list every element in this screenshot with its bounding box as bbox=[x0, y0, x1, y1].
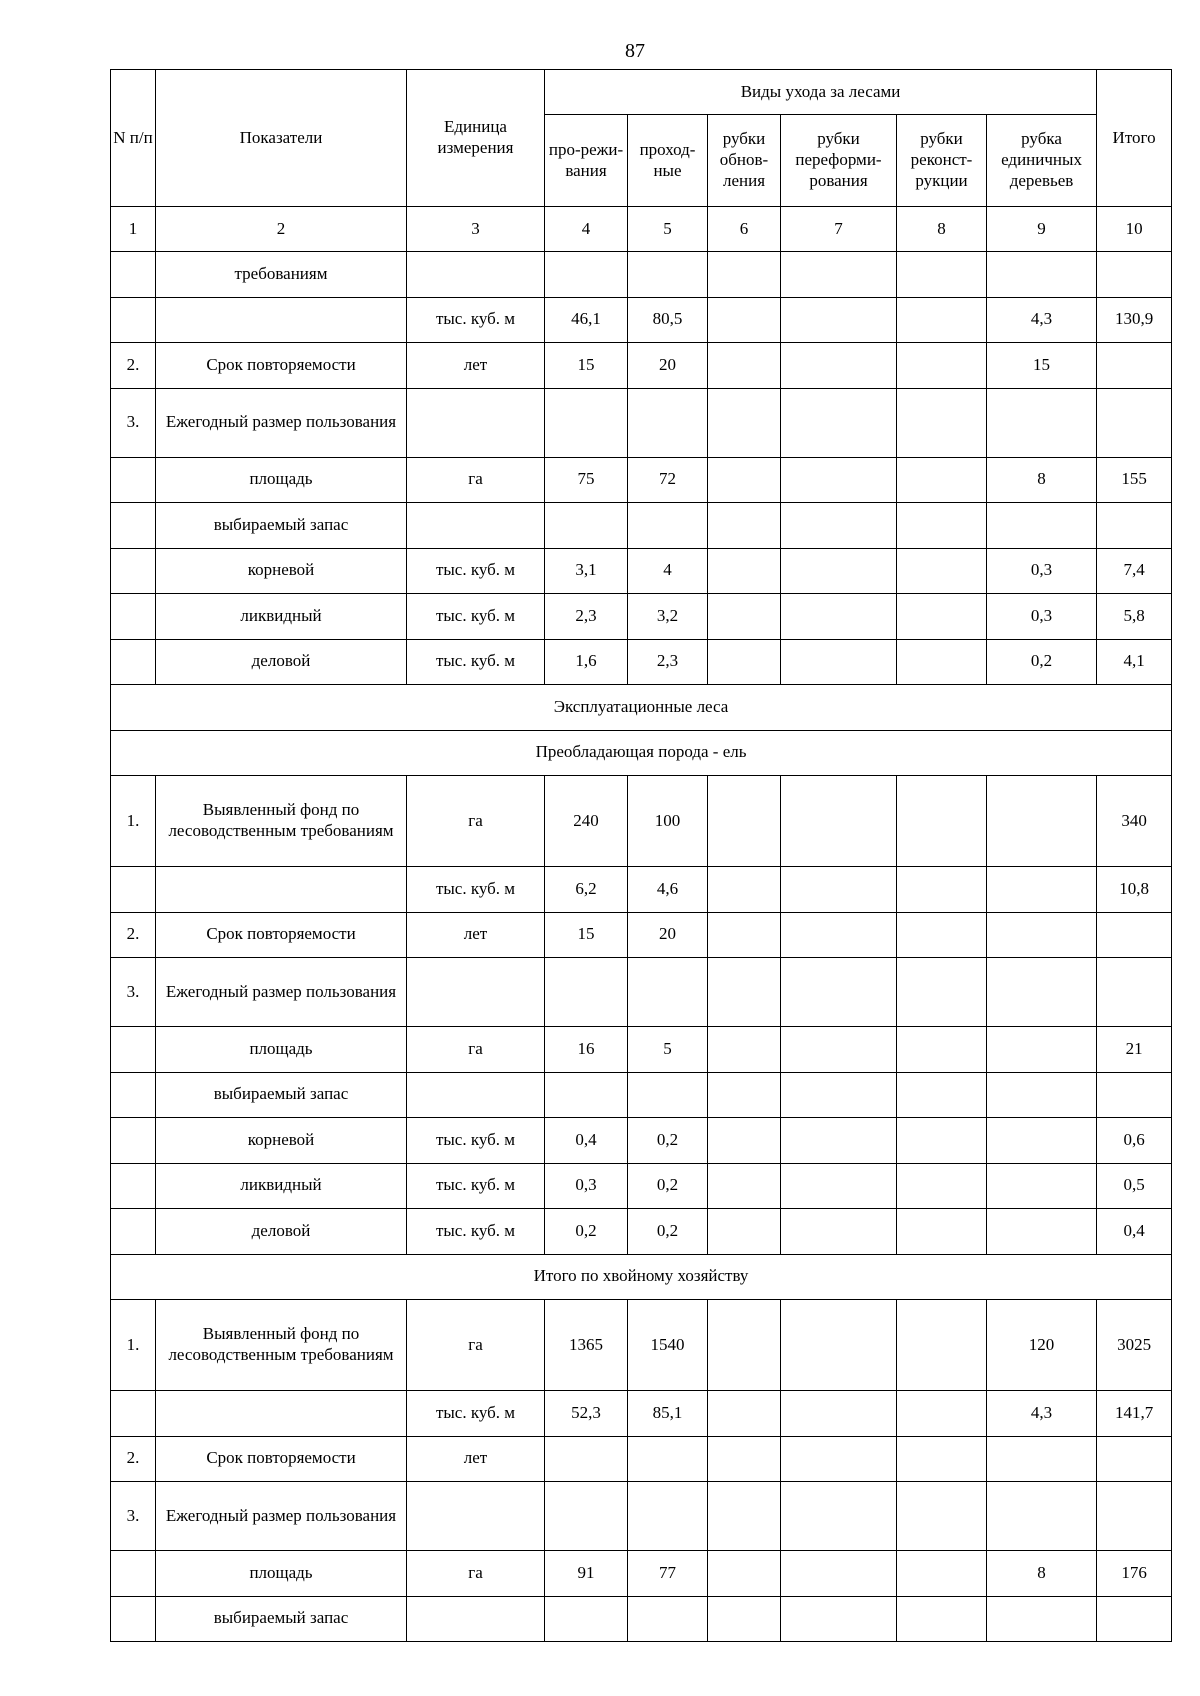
row-value: 46,1 bbox=[545, 297, 628, 343]
table-row bbox=[111, 503, 1172, 549]
row-number: 3. bbox=[111, 1482, 156, 1551]
table-row bbox=[111, 639, 1172, 685]
row-value bbox=[781, 297, 897, 343]
row-value bbox=[708, 639, 781, 685]
row-total: 7,4 bbox=[1097, 548, 1172, 594]
row-indicator: корневой bbox=[156, 1118, 407, 1164]
page-number: 87 bbox=[625, 40, 645, 62]
row-value bbox=[987, 1596, 1097, 1642]
row-value bbox=[897, 1436, 987, 1482]
row-value bbox=[781, 867, 897, 913]
row-value bbox=[897, 958, 987, 1027]
row-number: 1. bbox=[111, 776, 156, 867]
row-indicator: корневой bbox=[156, 548, 407, 594]
row-value bbox=[897, 867, 987, 913]
row-number: 2. bbox=[111, 1436, 156, 1482]
table-row bbox=[111, 776, 1172, 867]
row-unit bbox=[407, 252, 545, 298]
row-value: 240 bbox=[545, 776, 628, 867]
row-value bbox=[897, 1118, 987, 1164]
row-unit: тыс. куб. м bbox=[407, 1391, 545, 1437]
column-number: 6 bbox=[708, 207, 781, 252]
row-value: 6,2 bbox=[545, 867, 628, 913]
table-row bbox=[111, 388, 1172, 457]
header-care-type: рубки обнов-ления bbox=[708, 115, 781, 207]
row-total bbox=[1097, 1436, 1172, 1482]
table-row bbox=[111, 1072, 1172, 1118]
row-value bbox=[708, 1300, 781, 1391]
row-number: 1. bbox=[111, 1300, 156, 1391]
column-number: 2 bbox=[156, 207, 407, 252]
row-unit: тыс. куб. м bbox=[407, 548, 545, 594]
row-value bbox=[708, 958, 781, 1027]
row-value bbox=[781, 1391, 897, 1437]
row-unit bbox=[407, 1482, 545, 1551]
row-value bbox=[987, 1027, 1097, 1073]
table-row bbox=[111, 1436, 1172, 1482]
row-value bbox=[781, 1482, 897, 1551]
row-value: 1,6 bbox=[545, 639, 628, 685]
row-value: 52,3 bbox=[545, 1391, 628, 1437]
row-value bbox=[708, 912, 781, 958]
row-value bbox=[987, 1163, 1097, 1209]
row-value bbox=[708, 388, 781, 457]
row-indicator: Выявленный фонд по лесоводственным требованиям bbox=[156, 776, 407, 867]
row-value bbox=[708, 1482, 781, 1551]
table-row bbox=[111, 958, 1172, 1027]
row-value bbox=[897, 639, 987, 685]
row-value bbox=[781, 1163, 897, 1209]
row-value: 8 bbox=[987, 457, 1097, 503]
row-number: 2. bbox=[111, 343, 156, 389]
row-total: 21 bbox=[1097, 1027, 1172, 1073]
row-value bbox=[897, 1163, 987, 1209]
row-value: 72 bbox=[628, 457, 708, 503]
row-indicator: площадь bbox=[156, 1027, 407, 1073]
row-total: 0,4 bbox=[1097, 1209, 1172, 1255]
row-value bbox=[897, 548, 987, 594]
row-number bbox=[111, 548, 156, 594]
row-value bbox=[545, 388, 628, 457]
table-row bbox=[111, 594, 1172, 640]
row-unit: тыс. куб. м bbox=[407, 1118, 545, 1164]
section-title bbox=[111, 685, 1172, 731]
column-number: 9 bbox=[987, 207, 1097, 252]
row-value bbox=[708, 457, 781, 503]
row-number: 2. bbox=[111, 912, 156, 958]
row-value bbox=[987, 1118, 1097, 1164]
row-total: 4,1 bbox=[1097, 639, 1172, 685]
section-subtitle bbox=[111, 730, 1172, 776]
row-indicator: ликвидный bbox=[156, 594, 407, 640]
header-col-indicators: Показатели bbox=[156, 70, 407, 207]
row-value: 100 bbox=[628, 776, 708, 867]
row-total bbox=[1097, 958, 1172, 1027]
table-row bbox=[111, 1391, 1172, 1437]
row-total: 10,8 bbox=[1097, 867, 1172, 913]
row-number bbox=[111, 1118, 156, 1164]
row-value: 0,2 bbox=[628, 1118, 708, 1164]
row-total: 0,6 bbox=[1097, 1118, 1172, 1164]
row-unit bbox=[407, 503, 545, 549]
table-row bbox=[111, 297, 1172, 343]
row-unit: тыс. куб. м bbox=[407, 639, 545, 685]
row-value bbox=[708, 1027, 781, 1073]
row-value: 0,3 bbox=[545, 1163, 628, 1209]
row-unit bbox=[407, 1072, 545, 1118]
row-value bbox=[897, 1300, 987, 1391]
row-value bbox=[781, 343, 897, 389]
row-value bbox=[781, 1551, 897, 1597]
row-indicator bbox=[156, 1391, 407, 1437]
row-value bbox=[897, 1072, 987, 1118]
row-value bbox=[897, 503, 987, 549]
row-value: 80,5 bbox=[628, 297, 708, 343]
row-unit: тыс. куб. м bbox=[407, 1163, 545, 1209]
row-value: 0,2 bbox=[545, 1209, 628, 1255]
row-indicator: Ежегодный размер пользования bbox=[156, 388, 407, 457]
column-number: 5 bbox=[628, 207, 708, 252]
column-number: 1 bbox=[111, 207, 156, 252]
row-value: 15 bbox=[545, 343, 628, 389]
row-value bbox=[628, 252, 708, 298]
row-value: 4,3 bbox=[987, 1391, 1097, 1437]
header-care-type: проход-ные bbox=[628, 115, 708, 207]
row-value bbox=[781, 1072, 897, 1118]
row-total: 5,8 bbox=[1097, 594, 1172, 640]
row-value bbox=[897, 388, 987, 457]
row-indicator: Срок повторяемости bbox=[156, 912, 407, 958]
row-value bbox=[781, 1118, 897, 1164]
forest-care-table bbox=[110, 69, 1172, 1642]
row-unit: тыс. куб. м bbox=[407, 297, 545, 343]
row-indicator: деловой bbox=[156, 1209, 407, 1255]
row-indicator: Ежегодный размер пользования bbox=[156, 958, 407, 1027]
row-value bbox=[545, 252, 628, 298]
section-title-cell: Эксплуатационные леса bbox=[111, 685, 1172, 731]
table-body bbox=[111, 207, 1172, 1642]
row-value bbox=[897, 252, 987, 298]
row-indicator bbox=[156, 867, 407, 913]
row-value bbox=[897, 1551, 987, 1597]
row-value: 77 bbox=[628, 1551, 708, 1597]
row-number bbox=[111, 1072, 156, 1118]
column-number-row bbox=[111, 207, 1172, 252]
header-col-n: N п/п bbox=[111, 70, 156, 207]
row-total: 0,5 bbox=[1097, 1163, 1172, 1209]
row-total: 130,9 bbox=[1097, 297, 1172, 343]
row-value bbox=[781, 639, 897, 685]
row-value bbox=[628, 388, 708, 457]
table-row bbox=[111, 1482, 1172, 1551]
row-value bbox=[781, 1436, 897, 1482]
row-value bbox=[987, 1436, 1097, 1482]
row-total: 3025 bbox=[1097, 1300, 1172, 1391]
row-number bbox=[111, 1596, 156, 1642]
row-indicator: Срок повторяемости bbox=[156, 343, 407, 389]
row-value: 15 bbox=[545, 912, 628, 958]
header-care-type: про-режи-вания bbox=[545, 115, 628, 207]
header-col-unit: Единица измерения bbox=[407, 70, 545, 207]
row-number bbox=[111, 1163, 156, 1209]
row-value: 1540 bbox=[628, 1300, 708, 1391]
table-row bbox=[111, 457, 1172, 503]
column-number: 4 bbox=[545, 207, 628, 252]
row-value bbox=[708, 776, 781, 867]
row-total bbox=[1097, 343, 1172, 389]
table-row bbox=[111, 1209, 1172, 1255]
row-total bbox=[1097, 252, 1172, 298]
row-number bbox=[111, 594, 156, 640]
row-value bbox=[708, 252, 781, 298]
row-value bbox=[781, 912, 897, 958]
section-subtitle-cell: Преобладающая порода - ель bbox=[111, 730, 1172, 776]
row-value bbox=[987, 776, 1097, 867]
row-value bbox=[897, 1209, 987, 1255]
row-unit bbox=[407, 1596, 545, 1642]
table-row bbox=[111, 1027, 1172, 1073]
row-value bbox=[708, 1072, 781, 1118]
row-value: 4,6 bbox=[628, 867, 708, 913]
row-indicator: требованиям bbox=[156, 252, 407, 298]
row-value bbox=[987, 252, 1097, 298]
table-row bbox=[111, 343, 1172, 389]
row-indicator: выбираемый запас bbox=[156, 503, 407, 549]
row-value: 2,3 bbox=[628, 639, 708, 685]
row-indicator: выбираемый запас bbox=[156, 1596, 407, 1642]
row-value: 2,3 bbox=[545, 594, 628, 640]
row-unit: лет bbox=[407, 1436, 545, 1482]
row-value bbox=[897, 776, 987, 867]
table-row bbox=[111, 1551, 1172, 1597]
row-value bbox=[708, 1391, 781, 1437]
row-value bbox=[708, 1209, 781, 1255]
header-care-group: Виды ухода за лесами bbox=[545, 70, 1097, 115]
row-number bbox=[111, 297, 156, 343]
row-value: 5 bbox=[628, 1027, 708, 1073]
header-care-type: рубки переформи-рования bbox=[781, 115, 897, 207]
row-value: 75 bbox=[545, 457, 628, 503]
row-unit bbox=[407, 388, 545, 457]
header-row-top bbox=[111, 70, 1172, 115]
row-value bbox=[708, 1436, 781, 1482]
row-value bbox=[545, 503, 628, 549]
row-value bbox=[708, 1551, 781, 1597]
row-total bbox=[1097, 1596, 1172, 1642]
table-row bbox=[111, 1300, 1172, 1391]
section-title bbox=[111, 1254, 1172, 1300]
row-number bbox=[111, 252, 156, 298]
row-value: 0,3 bbox=[987, 548, 1097, 594]
row-value bbox=[781, 1596, 897, 1642]
row-indicator: Ежегодный размер пользования bbox=[156, 1482, 407, 1551]
row-value bbox=[987, 867, 1097, 913]
row-value bbox=[897, 457, 987, 503]
row-value: 16 bbox=[545, 1027, 628, 1073]
table-row bbox=[111, 252, 1172, 298]
row-value: 4 bbox=[628, 548, 708, 594]
row-total: 340 bbox=[1097, 776, 1172, 867]
row-number bbox=[111, 1027, 156, 1073]
row-value bbox=[545, 1072, 628, 1118]
header-care-type: рубки реконст-рукции bbox=[897, 115, 987, 207]
row-value bbox=[628, 1596, 708, 1642]
row-unit: лет bbox=[407, 912, 545, 958]
row-unit bbox=[407, 958, 545, 1027]
row-value bbox=[708, 548, 781, 594]
row-value bbox=[897, 594, 987, 640]
row-value: 0,3 bbox=[987, 594, 1097, 640]
row-number bbox=[111, 1391, 156, 1437]
row-value bbox=[708, 1163, 781, 1209]
row-number: 3. bbox=[111, 388, 156, 457]
row-value bbox=[628, 1436, 708, 1482]
row-value: 20 bbox=[628, 343, 708, 389]
row-unit: тыс. куб. м bbox=[407, 1209, 545, 1255]
row-value bbox=[628, 503, 708, 549]
row-value bbox=[781, 1027, 897, 1073]
row-value bbox=[987, 912, 1097, 958]
row-value: 1365 bbox=[545, 1300, 628, 1391]
row-unit: га bbox=[407, 1027, 545, 1073]
row-total: 155 bbox=[1097, 457, 1172, 503]
table-row bbox=[111, 548, 1172, 594]
row-value bbox=[708, 867, 781, 913]
row-value bbox=[987, 958, 1097, 1027]
row-indicator: площадь bbox=[156, 1551, 407, 1597]
column-number: 8 bbox=[897, 207, 987, 252]
row-value bbox=[708, 297, 781, 343]
column-number: 7 bbox=[781, 207, 897, 252]
row-value: 4,3 bbox=[987, 297, 1097, 343]
row-value bbox=[545, 1482, 628, 1551]
row-value bbox=[897, 297, 987, 343]
row-value: 120 bbox=[987, 1300, 1097, 1391]
row-number bbox=[111, 639, 156, 685]
row-value bbox=[708, 343, 781, 389]
row-value bbox=[781, 958, 897, 1027]
header-col-total: Итого bbox=[1097, 70, 1172, 207]
row-value bbox=[897, 1482, 987, 1551]
row-value bbox=[897, 912, 987, 958]
row-value bbox=[545, 958, 628, 1027]
row-value: 85,1 bbox=[628, 1391, 708, 1437]
table-row bbox=[111, 867, 1172, 913]
row-value: 20 bbox=[628, 912, 708, 958]
row-value bbox=[897, 1391, 987, 1437]
row-value bbox=[628, 958, 708, 1027]
row-value bbox=[987, 1482, 1097, 1551]
row-unit: тыс. куб. м bbox=[407, 594, 545, 640]
row-value bbox=[708, 503, 781, 549]
row-value bbox=[781, 1209, 897, 1255]
row-value bbox=[781, 776, 897, 867]
row-indicator: ликвидный bbox=[156, 1163, 407, 1209]
row-value bbox=[987, 388, 1097, 457]
row-number bbox=[111, 457, 156, 503]
row-value bbox=[987, 503, 1097, 549]
row-value: 15 bbox=[987, 343, 1097, 389]
column-number: 10 bbox=[1097, 207, 1172, 252]
row-unit: га bbox=[407, 776, 545, 867]
row-value bbox=[781, 548, 897, 594]
row-total: 176 bbox=[1097, 1551, 1172, 1597]
table-row bbox=[111, 912, 1172, 958]
row-value bbox=[781, 388, 897, 457]
row-total bbox=[1097, 388, 1172, 457]
row-value bbox=[781, 1300, 897, 1391]
row-value: 3,2 bbox=[628, 594, 708, 640]
row-value bbox=[781, 457, 897, 503]
row-indicator: площадь bbox=[156, 457, 407, 503]
row-number bbox=[111, 867, 156, 913]
row-number bbox=[111, 1209, 156, 1255]
row-value: 0,2 bbox=[987, 639, 1097, 685]
row-value bbox=[708, 594, 781, 640]
row-value bbox=[897, 1596, 987, 1642]
row-value: 8 bbox=[987, 1551, 1097, 1597]
row-total bbox=[1097, 912, 1172, 958]
row-unit: га bbox=[407, 1551, 545, 1597]
row-value bbox=[781, 503, 897, 549]
row-value: 3,1 bbox=[545, 548, 628, 594]
row-total bbox=[1097, 1072, 1172, 1118]
row-unit: лет bbox=[407, 343, 545, 389]
row-value bbox=[897, 1027, 987, 1073]
row-value: 91 bbox=[545, 1551, 628, 1597]
row-value bbox=[628, 1072, 708, 1118]
row-value bbox=[545, 1596, 628, 1642]
row-indicator: выбираемый запас bbox=[156, 1072, 407, 1118]
row-number bbox=[111, 1551, 156, 1597]
row-value bbox=[708, 1118, 781, 1164]
row-value bbox=[987, 1072, 1097, 1118]
table-row bbox=[111, 1596, 1172, 1642]
row-value: 0,2 bbox=[628, 1163, 708, 1209]
row-total bbox=[1097, 1482, 1172, 1551]
row-unit: тыс. куб. м bbox=[407, 867, 545, 913]
row-value: 0,2 bbox=[628, 1209, 708, 1255]
row-value bbox=[781, 594, 897, 640]
row-unit: га bbox=[407, 1300, 545, 1391]
row-value bbox=[987, 1209, 1097, 1255]
table-row bbox=[111, 1163, 1172, 1209]
row-value bbox=[708, 1596, 781, 1642]
row-indicator: деловой bbox=[156, 639, 407, 685]
row-value bbox=[628, 1482, 708, 1551]
table-row bbox=[111, 1118, 1172, 1164]
row-indicator: Срок повторяемости bbox=[156, 1436, 407, 1482]
header-care-type: рубка единичных деревьев bbox=[987, 115, 1097, 207]
row-value bbox=[897, 343, 987, 389]
row-value bbox=[545, 1436, 628, 1482]
column-number: 3 bbox=[407, 207, 545, 252]
row-indicator bbox=[156, 297, 407, 343]
row-total: 141,7 bbox=[1097, 1391, 1172, 1437]
row-number: 3. bbox=[111, 958, 156, 1027]
row-value: 0,4 bbox=[545, 1118, 628, 1164]
row-total bbox=[1097, 503, 1172, 549]
row-unit: га bbox=[407, 457, 545, 503]
row-value bbox=[781, 252, 897, 298]
row-indicator: Выявленный фонд по лесоводственным требованиям bbox=[156, 1300, 407, 1391]
row-number bbox=[111, 503, 156, 549]
section-title-cell: Итого по хвойному хозяйству bbox=[111, 1254, 1172, 1300]
